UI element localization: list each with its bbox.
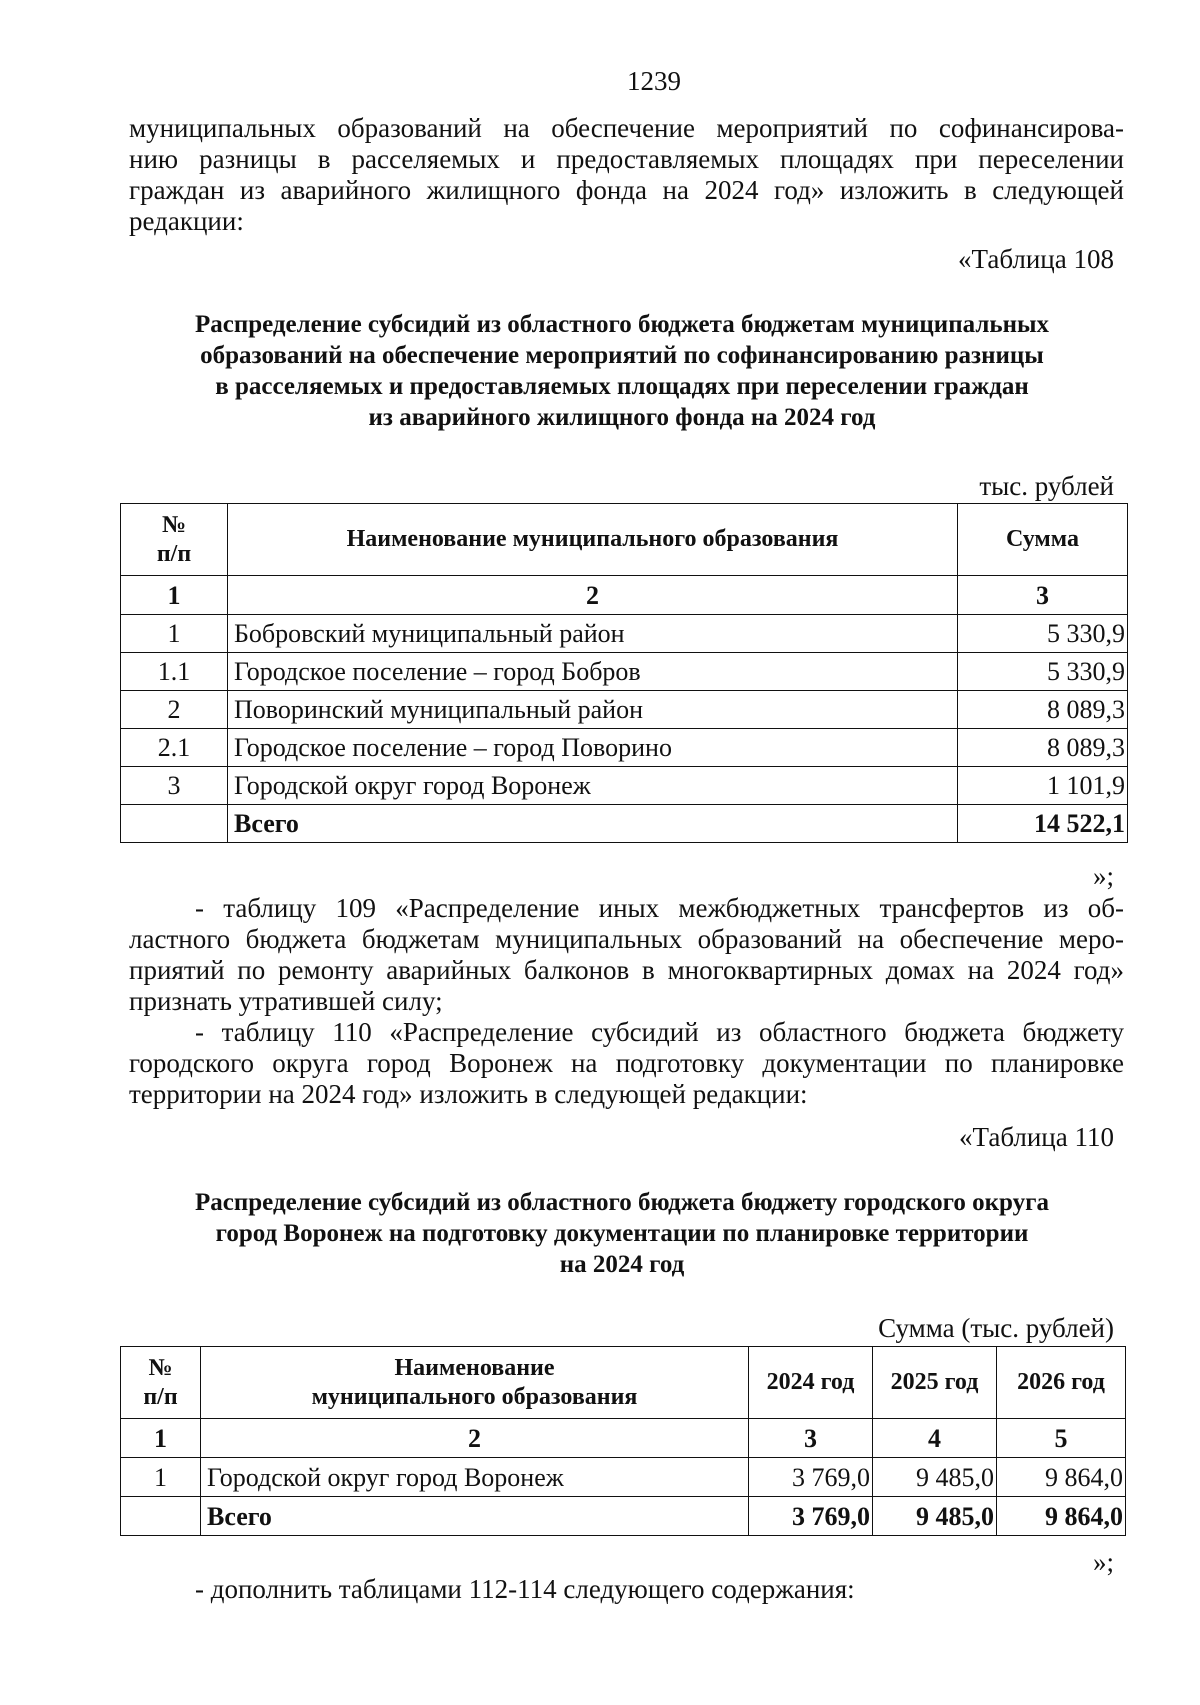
row-name: Городской округ город Воронеж: [201, 1458, 749, 1497]
table-row: [121, 615, 1128, 653]
text-line: - таблицу 110 «Распределение субсидий из областного бюджета бюджету: [195, 1017, 1124, 1047]
text-line: нию разницы в расселяемых и предоставляемых площадях при переселении: [129, 144, 1124, 174]
row-name: Поворинский муниципальный район: [228, 691, 958, 729]
intro-paragraph: [129, 113, 1124, 237]
total-row: [121, 805, 1128, 843]
table-110-unit: Сумма (тыс. рублей): [878, 1313, 1114, 1343]
column-number: 3: [749, 1419, 873, 1458]
header-sum: Сумма: [958, 504, 1128, 576]
row-num: 1: [121, 1458, 201, 1497]
header-num: № п/п: [121, 1347, 201, 1419]
header-name: Наименование муниципального образования: [228, 504, 958, 576]
table-row: [121, 767, 1128, 805]
total-label: Всего: [228, 805, 958, 843]
table-row: [121, 729, 1128, 767]
column-number: 4: [873, 1419, 997, 1458]
item-109-paragraph: [129, 893, 1124, 1017]
total-2026: 9 864,0: [997, 1497, 1126, 1536]
row-2025: 9 485,0: [873, 1458, 997, 1497]
title-line: город Воронеж на подготовку документации по планировке территории: [215, 1220, 1029, 1247]
column-number: 3: [958, 576, 1128, 615]
title-line: Распределение субсидий из областного бюджета бюджету городского округа: [195, 1189, 1049, 1216]
row-num: 3: [121, 767, 228, 805]
header-name: Наименование муниципального образования: [201, 1347, 749, 1419]
page-number: 1239: [627, 66, 681, 96]
table-110: [120, 1346, 1126, 1536]
item-110-paragraph: [129, 1017, 1124, 1110]
table-108-title: [120, 309, 1124, 433]
table-108: [120, 503, 1128, 843]
text-line: муниципальных образований на обеспечение мероприятий по софинансирова-: [129, 113, 1124, 143]
title-line: в расселяемых и предоставляемых площадях при переселении граждан: [215, 373, 1029, 400]
total-num: [121, 1497, 201, 1536]
header-year-2024: 2024 год: [749, 1347, 873, 1419]
table-row: [121, 1458, 1126, 1497]
total-2025: 9 485,0: [873, 1497, 997, 1536]
text-line: признать утратившей силу;: [129, 986, 443, 1016]
title-line: образований на обеспечение мероприятий по софинансированию разницы: [200, 342, 1044, 369]
table-110-closing: »;: [1092, 1547, 1114, 1577]
column-number: 1: [121, 1419, 201, 1458]
row-sum: 5 330,9: [958, 653, 1128, 691]
text-line: - таблицу 109 «Распределение иных межбюджетных трансфертов из об-: [195, 893, 1124, 923]
table-110-label: «Таблица 110: [959, 1122, 1114, 1152]
header-year-2025: 2025 год: [873, 1347, 997, 1419]
text-line: приятий по ремонту аварийных балконов в многоквартирных домах на 2024 год»: [129, 955, 1124, 985]
row-num: 1: [121, 615, 228, 653]
column-number: 2: [201, 1419, 749, 1458]
row-name: Бобровский муниципальный район: [228, 615, 958, 653]
header-row: [121, 504, 1128, 576]
column-number: 1: [121, 576, 228, 615]
column-number-row: [121, 576, 1128, 615]
row-2024: 3 769,0: [749, 1458, 873, 1497]
row-2026: 9 864,0: [997, 1458, 1126, 1497]
row-sum: 5 330,9: [958, 615, 1128, 653]
text-line: граждан из аварийного жилищного фонда на 2024 год» изложить в следующей: [129, 175, 1124, 205]
table-108-closing: »;: [1092, 861, 1114, 891]
total-row: [121, 1497, 1126, 1536]
table-row: [121, 653, 1128, 691]
text-line: городского округа город Воронеж на подготовку документации по планировке: [129, 1048, 1124, 1078]
row-num: 2: [121, 691, 228, 729]
row-sum: 8 089,3: [958, 691, 1128, 729]
text-line: ластного бюджета бюджетам муниципальных образований на обеспечение меро-: [129, 924, 1124, 954]
table-108-label: «Таблица 108: [958, 244, 1114, 274]
title-line: из аварийного жилищного фонда на 2024 год: [368, 404, 876, 431]
row-name: Городской округ город Воронеж: [228, 767, 958, 805]
text-line: территории на 2024 год» изложить в следующей редакции:: [129, 1079, 808, 1109]
header-row: [121, 1347, 1126, 1419]
table-108-unit: тыс. рублей: [979, 471, 1114, 501]
row-name: Городское поселение – город Поворино: [228, 729, 958, 767]
table-row: [121, 691, 1128, 729]
total-sum: 14 522,1: [958, 805, 1128, 843]
row-num: 1.1: [121, 653, 228, 691]
total-2024: 3 769,0: [749, 1497, 873, 1536]
table-110-title: [120, 1187, 1124, 1280]
column-number: 5: [997, 1419, 1126, 1458]
title-line: на 2024 год: [559, 1251, 685, 1278]
row-sum: 8 089,3: [958, 729, 1128, 767]
header-num: № п/п: [121, 504, 228, 576]
total-num: [121, 805, 228, 843]
title-line: Распределение субсидий из областного бюджета бюджетам муниципальных: [194, 311, 1050, 338]
row-sum: 1 101,9: [958, 767, 1128, 805]
total-label: Всего: [201, 1497, 749, 1536]
final-paragraph: - дополнить таблицами 112-114 следующего содержания:: [195, 1574, 855, 1604]
column-number: 2: [228, 576, 958, 615]
text-line: редакции:: [129, 206, 244, 236]
row-name: Городское поселение – город Бобров: [228, 653, 958, 691]
column-number-row: [121, 1419, 1126, 1458]
header-year-2026: 2026 год: [997, 1347, 1126, 1419]
row-num: 2.1: [121, 729, 228, 767]
